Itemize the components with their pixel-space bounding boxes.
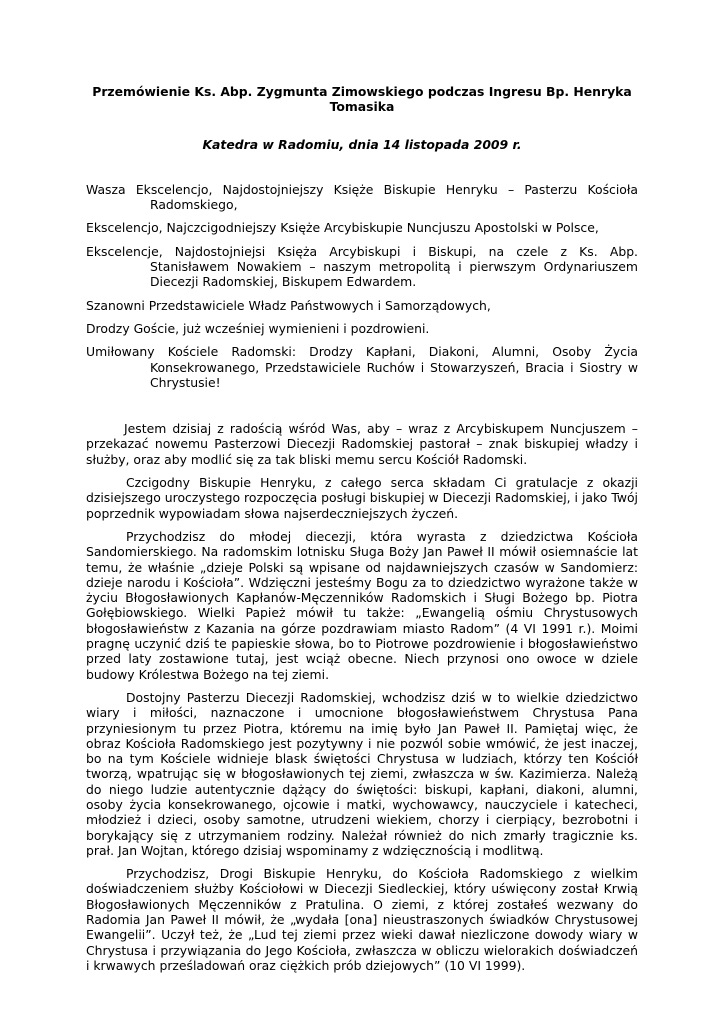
body-paragraph: Dostojny Pasterzu Diecezji Radomskiej, wchodzisz dziś w to wielkie dziedzictwo wiary i miłości, naznaczone i umocnione błogosławieństwem Chrystusa Pana przyniesionym tu przez Piotra, któremu na imię było Jan Paweł II. Pamiętaj więc, że obraz Kościoła Radomskiego jest pozytywny i nie pozwól sobie wmówić, że jest inaczej, bo na tym Kościele widnieje blask świętości Chrystusa w ludziach, którzy ten Kościół tworzą, wpatrując się w błogosławionych tej ziemi, zwłaszcza w św. Kazimierza. Należą do niego ludzie autentycznie dążący do świętości: biskupi, kapłani, diakoni, alumni, osoby życia konsekrowanego, ojcowie i matki, wychowawcy, nauczyciele i katecheci, młodzież i dzieci, osoby samotne, utrudzeni wiekiem, chorzy i cierpiący, bezrobotni i borykający się z utrzymaniem rodziny. Należał również do nich zmarły tragicznie ks. prał. Jan Wojtan, którego dzisiaj wspominamy z wdzięcznością i modlitwą. [86, 689, 638, 858]
body-paragraph: Przychodzisz do młodej diecezji, która wyrasta z dziedzictwa Kościoła Sandomierskiego. Na radomskim lotnisku Sługa Boży Jan Paweł II mówił osiemnaście lat temu, że właśnie „dzieje Polski są wpisane od najdawniejszych czasów w Sandomierz: dzieje narodu i Kościoła”. Wdzięczni jesteśmy Bogu za to dziedzictwo wyrażone także w życiu Błogosławionych Kapłanów-Męczenników Radomskich i Sługi Bożego bp. Piotra Gołębiowskiego. Wielki Papież mówił tu także: „Ewangelią ośmiu Chrystusowych błogosławieństw z Kazania na górze pozdrawiam miasto Radom” (4 VI 1991 r.). Moimi pragnę uczynić dziś te papieskie słowa, bo to Piotrowe pozdrowienie i błogosławieństwo przed laty zostawione tutaj, jest wciąż obecne. Niech przynosi ono owoce w dziele budowy Królestwa Bożego na tej ziemi. [86, 528, 638, 682]
salutation: Ekscelencjo, Najczcigodniejszy Księże Arcybiskupie Nuncjuszu Apostolski w Polsce, [86, 220, 599, 236]
speech-body [86, 421, 638, 973]
salutation: Wasza Ekscelencjo, Najdostojniejszy Księże Biskupie Henryku – Pasterzu Kościoła Radomskiego, [86, 181, 638, 213]
body-paragraph: Czcigodny Biskupie Henryku, z całego serca składam Ci gratulacje z okazji dzisiejszego uroczystego rozpoczęcia posługi biskupiej w Diecezji Radomskiej, i jako Twój poprzednik wypowiadam słowa najserdeczniejszych życzeń. [86, 475, 638, 521]
salutation: Drodzy Goście, już wcześniej wymienieni i pozdrowieni. [86, 320, 430, 336]
body-paragraph: Jestem dzisiaj z radością wśród Was, aby – wraz z Arcybiskupem Nuncjuszem – przekazać nowemu Pasterzowi Diecezji Radomskiej pastorał – znak biskupiej władzy i służby, oraz aby modlić się za tak bliski memu sercu Kościół Radomski. [86, 421, 638, 467]
salutation: Umiłowany Kościele Radomski: Drodzy Kapłani, Diakoni, Alumni, Osoby Życia Konsekrowanego, Przedstawiciele Ruchów i Stowarzyszeń, Bracia i Siostry w Chrystusie! [86, 344, 638, 390]
salutations-list [86, 182, 638, 390]
salutation: Szanowni Przedstawiciele Władz Państwowych i Samorządowych, [86, 297, 491, 313]
document-title: Przemówienie Ks. Abp. Zygmunta Zimowskiego podczas Ingresu Bp. Henryka Tomasika [92, 84, 632, 115]
salutation: Ekscelencje, Najdostojniejsi Księża Arcybiskupi i Biskupi, na czele z Ks. Abp. Stanisławem Nowakiem – naszym metropolitą i pierwszym Ordynariuszem Diecezji Radomskiej, Biskupem Edwardem. [86, 243, 638, 290]
document-subtitle: Katedra w Radomiu, dnia 14 listopada 2009 r. [202, 136, 522, 152]
body-paragraph: Przychodzisz, Drogi Biskupie Henryku, do Kościoła Radomskiego z wielkim doświadczeniem służby Kościołowi w Diecezji Siedleckiej, który uświęcony został Krwią Błogosławionych Męczenników z Pratulina. O ziemi, z której zostałeś wezwany do Radomia Jan Paweł II mówił, że „wydała [ona] nieustraszonych świadków Chrystusowej Ewangelii”. Uczył też, że „Lud tej ziemi przez wieki dawał niezliczone dowody wiary w Chrystusa i przywiązania do Jego Kościoła, zwłaszcza w obliczu wielorakich doświadczeń i krwawych prześladowań oraz ciężkich prób dziejowych” (10 VI 1999). [86, 866, 638, 973]
